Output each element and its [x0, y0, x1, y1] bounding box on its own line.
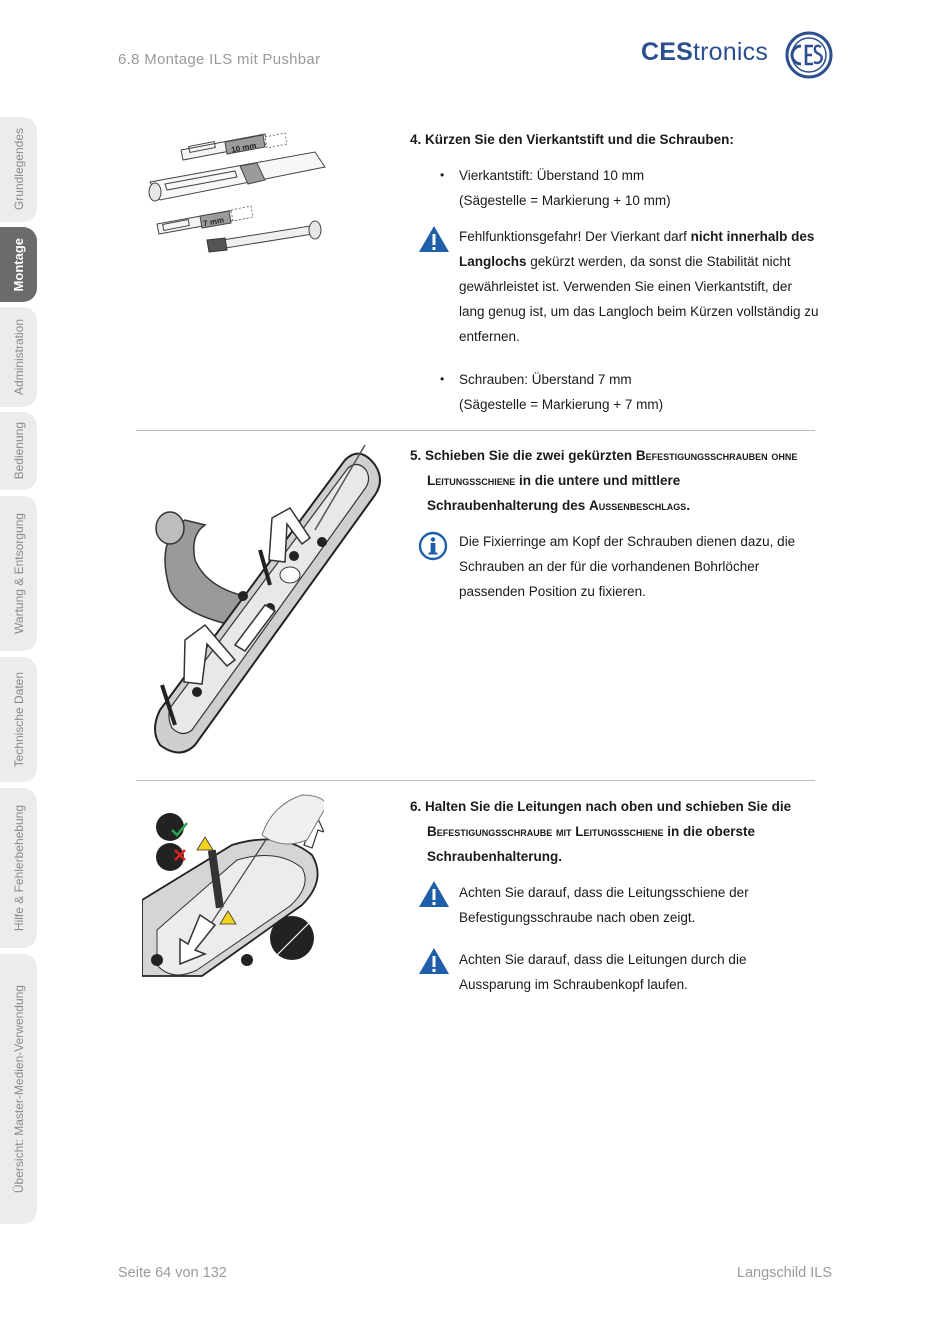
brand-bold: CES — [641, 38, 694, 66]
step6-warning2: Achten Sie darauf, dass die Leitungen durch die Aussparung im Schraubenkopf laufen. — [459, 952, 747, 992]
page-number: Seite 64 von 132 — [118, 1265, 227, 1281]
figure-label-7mm: 7 mm — [202, 215, 225, 229]
tab-technische-daten[interactable]: Technische Daten — [0, 657, 37, 782]
divider — [136, 780, 815, 781]
step4-bullet1-line1: Vierkantstift: Überstand 10 mm — [459, 168, 645, 183]
info-icon — [418, 531, 448, 561]
tab-grundlegendes[interactable]: Grundlegendes — [0, 117, 37, 222]
step6-heading: 6. Halten Sie die Leitungen nach oben und schieben Sie die Befestigungsschraube mit Leitungsschiene in die oberste Schraubenhalterung. — [410, 799, 792, 864]
document-title: Langschild ILS — [736, 1265, 832, 1281]
step4-bullet2 — [459, 367, 819, 417]
step4-bullet1-line2: (Sägestelle = Markierung + 10 mm) — [459, 193, 671, 208]
warning-icon — [418, 947, 450, 975]
ces-logo-icon — [785, 31, 833, 79]
tab-hilfe-fehlerbehebung[interactable]: Hilfe & Fehlerbehebung — [0, 788, 37, 948]
tab-bedienung[interactable]: Bedienung — [0, 412, 37, 490]
bullet-dot: • — [440, 372, 445, 386]
figure-cut-pin-and-screw — [145, 122, 335, 262]
tab-wartung-entsorgung[interactable]: Wartung & Entsorgung — [0, 496, 37, 651]
step4-bullet2-line2: (Sägestelle = Markierung + 7 mm) — [459, 397, 664, 412]
warning-icon — [418, 880, 450, 908]
tab-administration[interactable]: Administration — [0, 307, 37, 407]
figure-label-10mm: 10 mm — [230, 140, 258, 155]
warning-icon — [418, 225, 450, 253]
step4-warning: Fehlfunktionsgefahr! Der Vierkant darf nicht innerhalb des Langlochs gekürzt werden, da sonst die Stabilität nicht gewährleistet ist. Verwenden Sie einen Vierkantstift, der lang genug ist, um das Langloch beim Kürzen vollständig zu entfernen. — [459, 229, 819, 344]
step4-bullet2-line1: Schrauben: Überstand 7 mm — [459, 372, 632, 387]
brand-light: tronics — [693, 38, 769, 66]
brand-name — [641, 38, 768, 67]
tab-montage[interactable]: Montage — [0, 227, 37, 302]
step4-heading: 4. Kürzen Sie den Vierkantstift und die Schrauben: — [410, 132, 734, 147]
step5-heading: 5. Schieben Sie die zwei gekürzten Befestigungsschrauben ohne Leitungsschiene in die untere und mittlere Schraubenhalterung des Außenbeschlags. — [410, 448, 798, 513]
section-title: 6.8 Montage ILS mit Pushbar — [118, 51, 321, 68]
figure-outer-plate-screws — [140, 440, 385, 760]
step4-bullet1 — [459, 163, 819, 213]
bullet-dot: • — [440, 168, 445, 182]
divider — [136, 430, 815, 431]
figure-top-screw-with-cable-rail — [142, 790, 324, 980]
step6-warning1: Achten Sie darauf, dass die Leitungsschiene der Befestigungsschraube nach oben zeigt. — [459, 885, 749, 925]
tab-uebersicht-master-medien[interactable]: Übersicht: Master-Medien-Verwendung — [0, 954, 37, 1224]
step5-info: Die Fixierringe am Kopf der Schrauben dienen dazu, die Schrauben an der für die vorhandenen Bohrlöcher passenden Position zu fixieren. — [459, 534, 796, 599]
